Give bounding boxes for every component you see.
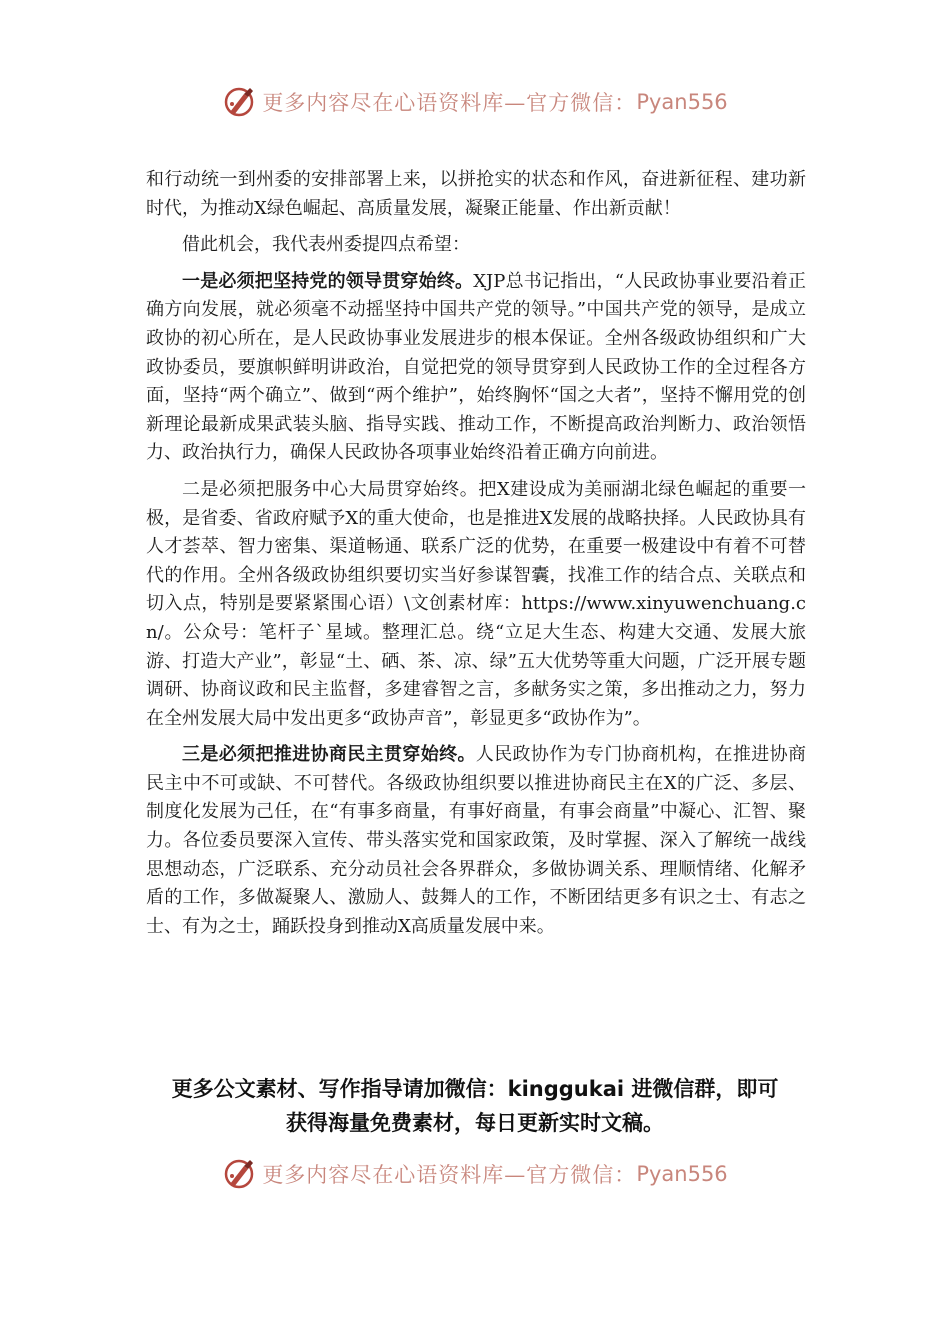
- source-url: https://www.xinyuwenchuang.cn/: [146, 593, 806, 643]
- banner-wechat-id: Pyan556: [636, 90, 728, 114]
- banner-text: 更多内容尽在心语资料库—官方微信：: [262, 91, 637, 115]
- banner-wechat-id: Pyan556: [636, 1162, 728, 1186]
- paragraph-continuation: 和行动统一到州委的安排部署上来，以拼抢实的状态和作风，奋进新征程、建功新时代，为推动X绿色崛起、高质量发展，凝聚正能量、作出新贡献！: [146, 169, 806, 219]
- point-three-heading: 三是必须把推进协商民主贯穿始终。: [182, 744, 476, 766]
- top-banner: [0, 84, 950, 120]
- paragraph-point-two: 二是必须把服务中心大局贯穿始终。把X建设成为美丽湖北绿色崛起的重要一极，是省委、省政府赋予X的重大使命，也是推进X发展的战略抉择。人民政协具有人才荟萃、智力密集、渠道畅通、联系广泛的优势，在重要一极建设中有着不可替代的作用。全州各级政协组织要切实当好参谋智囊，找准工作的结合点、关联点和切入点，特别是要紧紧围心语）\文创素材库：https://www.xinyuwenchuang.cn/。公众号：笔杆子`星域。整理汇总。绕“立足大生态、构建大交通、发展大旅游、打造大产业”，彰显“土、硒、茶、凉、绿”五大优势等重大问题，广泛开展专题调研、协商议政和民主监督，多建睿智之言，多献务实之策，多出推动之力，努力在全州发展大局中发出更多“政协声音”，彰显更多“政协作为”。: [146, 478, 806, 729]
- pen-logo-icon: [222, 84, 258, 120]
- banner-text: 更多内容尽在心语资料库—官方微信：: [262, 1163, 637, 1187]
- promo-line-2: 获得海量免费素材，每日更新实时文稿。: [286, 1111, 664, 1135]
- bottom-banner: [0, 1156, 950, 1192]
- paragraph-point-one: 一是必须把坚持党的领导贯穿始终。XJP总书记指出，“人民政协事业要沿着正确方向发展，就必须毫不动摇坚持中国共产党的领导。”中国共产党的领导，是成立政协的初心所在，是人民政协事业发展进步的根本保证。全州各级政协组织和广大政协委员，要旗帜鲜明讲政治，自觉把党的领导贯穿到人民政协工作的全过程各方面，坚持“两个确立”、做到“两个维护”，始终胸怀“国之大者”，坚持不懈用党的创新理论最新成果武装头脑、指导实践、推动工作，不断提高政治判断力、政治领悟力、政治执行力，确保人民政协各项事业始终沿着正确方向前进。: [146, 270, 807, 464]
- paragraph-intro: 借此机会，我代表州委提四点希望：: [182, 234, 470, 256]
- point-one-heading: 一是必须把坚持党的领导贯穿始终。: [182, 270, 474, 292]
- document-body: [146, 166, 806, 949]
- promo-line-1: 更多公文素材、写作指导请加微信：kinggukai 进微信群，即可: [171, 1077, 779, 1101]
- pen-logo-icon: [222, 1156, 258, 1192]
- promo-notice: [140, 1072, 810, 1140]
- paragraph-point-three: 三是必须把推进协商民主贯穿始终。人民政协作为专门协商机构，在推进协商民主中不可或缺、不可替代。各级政协组织要以推进协商民主在X的广泛、多层、制度化发展为己任，在“有事多商量，有事好商量，有事会商量”中凝心、汇智、聚力。各位委员要深入宣传、带头落实党和国家政策，及时掌握、深入了解统一战线思想动态，广泛联系、充分动员社会各界群众，多做协调关系、理顺情绪、化解矛盾的工作，多做凝聚人、激励人、鼓舞人的工作，不断团结更多有识之士、有志之士、有为之士，踊跃投身到推动X高质量发展中来。: [146, 744, 807, 937]
